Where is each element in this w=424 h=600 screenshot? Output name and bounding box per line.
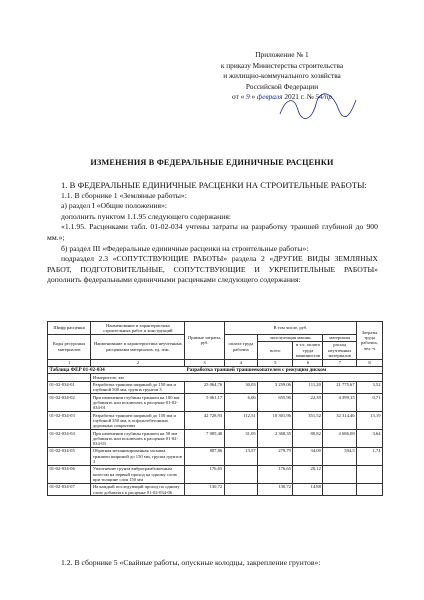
paragraph-3: а) раздел I «Общие положения»: xyxy=(61,201,167,211)
index-cell: 2 xyxy=(91,359,185,366)
index-cell: 4 xyxy=(224,359,257,366)
paragraph-4: дополнить пунктом 1.1.95 следующего содержания: xyxy=(61,211,231,221)
header-materials: материалы xyxy=(323,334,357,341)
row-materials: 32 314,46 xyxy=(323,412,357,430)
row-materials xyxy=(323,465,357,483)
row-workers: 0,71 xyxy=(357,394,383,412)
header-total: всего xyxy=(258,341,293,359)
row-workers: 13,19 xyxy=(357,412,383,430)
row-name: При изменении глубины траншеи на 100 мм добавлять или исключать к расценке 01-02-034-01 xyxy=(91,394,185,412)
table-title: Разработка траншей траншеекопателем с режущим диском xyxy=(185,367,383,374)
row-total: 279,79 xyxy=(258,447,293,465)
date-month: февраля xyxy=(257,92,283,101)
table-row xyxy=(48,447,383,465)
row-name: На каждый последующий проход по одному слою добавлять к расценке 01-02-034-06 xyxy=(91,483,185,496)
table-row xyxy=(48,483,383,496)
unit-empty xyxy=(48,374,91,381)
row-total: 3 259,06 xyxy=(258,381,293,394)
row-materials: 594,5 xyxy=(323,447,357,465)
date-mid: » xyxy=(251,92,256,101)
row-direct: 176,65 xyxy=(185,465,224,483)
row-machinists: 34,00 xyxy=(293,447,323,465)
row-code: 01-02-034-06 xyxy=(48,465,91,483)
paragraph-6: б) раздел III «Федеральные единичные расценки на строительные работы»: xyxy=(61,243,309,253)
appendix-line-2: к приказу Министерства строительства xyxy=(220,60,344,70)
row-workers: 1,74 xyxy=(357,447,383,465)
fer-table xyxy=(47,321,383,496)
paragraph-5: «1.1.95. Расценками табл. 01-02-034 учтены затраты на разработку траншей глубиной до 900 мм.»; xyxy=(47,222,378,242)
row-direct: 887,86 xyxy=(185,447,224,465)
row-code: 01-02-034-01 xyxy=(48,381,91,394)
paragraph-8: 1.2. В сборнике 5 «Свайные работы, опускные колодцы, закрепление грунтов»: xyxy=(61,557,321,567)
row-materials: 21 775,67 xyxy=(323,381,357,394)
row-code: 01-02-034-05 xyxy=(48,447,91,465)
table-row xyxy=(48,394,383,412)
header-including: В том числе, руб. xyxy=(224,322,356,335)
table-row xyxy=(48,381,383,394)
row-code: 01-02-034-03 xyxy=(48,412,91,430)
row-total: 10 301,96 xyxy=(258,412,293,430)
index-cell: 8 xyxy=(357,359,383,366)
index-cell: 1 xyxy=(48,359,91,366)
row-workers xyxy=(357,483,383,496)
row-labor: 30,03 xyxy=(224,381,257,394)
paragraph-1: 1. В ФЕДЕРАЛЬНЫЕ ЕДИНИЧНЫЕ РАСЦЕНКИ НА СТРОИТЕЛЬНЫЕ РАБОТЫ: xyxy=(61,180,367,190)
header-code: Шифр расценки xyxy=(48,322,91,335)
row-machinists: 14,88 xyxy=(293,483,323,496)
row-labor: 31,05 xyxy=(224,430,257,448)
date-number: 54/пр xyxy=(315,92,332,101)
row-machinists: 20,12 xyxy=(293,465,323,483)
table-row xyxy=(48,465,383,483)
row-total: 130,72 xyxy=(258,483,293,496)
date-prefix: от « xyxy=(232,92,245,101)
header-name-res: Наименование и характеристика неучтенных расценками материалов, ед. изм. xyxy=(91,334,185,359)
document-body xyxy=(47,180,378,286)
row-direct: 5 061,17 xyxy=(185,394,224,412)
index-cell: 6 xyxy=(293,359,323,366)
unit-row xyxy=(48,374,383,381)
row-labor: 6,06 xyxy=(224,394,257,412)
index-cell: 7 xyxy=(323,359,357,366)
header-machinists: в т.ч. оплата труда машинистов xyxy=(293,341,323,359)
header-workers: Затраты труда рабочих, чел.-ч xyxy=(357,322,383,360)
table-row xyxy=(48,412,383,430)
table-row xyxy=(48,430,383,448)
row-name: Уплотнение грунта вибротрамбовочным колесом на первый проход на одному слою при толщине слоя 150 мм xyxy=(91,465,185,483)
document-title: ИЗМЕНЕНИЯ В ФЕДЕРАЛЬНЫЕ ЕДИНИЧНЫЕ РАСЦЕНКИ xyxy=(90,158,334,167)
table-title-row xyxy=(48,367,383,374)
row-workers: 3,64 xyxy=(357,430,383,448)
header-labor: оплата труда рабочих xyxy=(224,334,257,359)
row-total: 655,96 xyxy=(258,394,293,412)
row-materials: 4 399,15 xyxy=(323,394,357,412)
appendix-line-4: Российской Федерации xyxy=(245,81,319,91)
row-machinists: 22,39 xyxy=(293,394,323,412)
paragraph-2: 1.1. В сборнике 1 «Земляные работы»: xyxy=(61,190,187,200)
row-materials xyxy=(323,483,357,496)
appendix-line-1: Приложение № 1 xyxy=(255,50,309,59)
signature-stroke xyxy=(272,86,362,126)
header-machine: эксплуатация машин xyxy=(258,334,323,341)
row-labor: 112,51 xyxy=(224,412,257,430)
header-direct: Прямые затраты, руб. xyxy=(185,322,224,360)
row-code: 01-02-034-02 xyxy=(48,394,91,412)
row-materials: 4 686,08 xyxy=(323,430,357,448)
row-machinists: 111,20 xyxy=(293,381,323,394)
index-cell: 5 xyxy=(258,359,293,366)
row-machinists: 80,82 xyxy=(293,430,323,448)
header-name: Наименование и характеристика строительных работ и конструкций xyxy=(91,322,185,335)
row-direct: 130,72 xyxy=(185,483,224,496)
row-workers xyxy=(357,465,383,483)
index-row xyxy=(48,359,383,366)
row-name: При изменении глубины траншеи на 50 мм добавлять или исключать к расценке 01-02-034-03 xyxy=(91,430,185,448)
date-day: 9 xyxy=(246,92,250,101)
row-name: Обратная механизированная засыпка траншеи шириной до 150 мм, группа грунтов 3 xyxy=(91,447,185,465)
row-labor xyxy=(224,483,257,496)
header-mat-sub: расход неучтенных материалов xyxy=(323,341,357,359)
paragraph-7: подраздел 2.3 «СОПУТСТВУЮЩИЕ РАБОТЫ» раздела 2 «ДРУГИЕ ВИДЫ ЗЕМЛЯНЫХ РАБОТ, ПОДГОТОВИТЕЛЬНЫЕ, СОПУТСТВУЮЩИЕ И УКРЕПИТЕЛЬНЫЕ РАБОТЫ» дополнить федеральными единичными расценками следующего содержания: xyxy=(47,254,378,285)
row-direct: 25 064,76 xyxy=(185,381,224,394)
row-code: 01-02-034-07 xyxy=(48,483,91,496)
index-cell: 3 xyxy=(185,359,224,366)
row-machinists: 351,52 xyxy=(293,412,323,430)
appendix-line-3: и жилищно-коммунального хозяйства xyxy=(223,71,341,80)
header-codes-res: Коды ресурсных материалов xyxy=(48,334,91,359)
row-total: 2 368,35 xyxy=(258,430,293,448)
row-labor xyxy=(224,465,257,483)
row-total: 176,65 xyxy=(258,465,293,483)
row-code: 01-02-034-04 xyxy=(48,430,91,448)
row-labor: 13,57 xyxy=(224,447,257,465)
unit-label: Измеритель: км xyxy=(91,374,383,381)
table-code: Таблица ФЕР 01-02-034 xyxy=(48,367,185,374)
row-direct: 42 728,93 xyxy=(185,412,224,430)
date-year: 2021 г. № xyxy=(284,92,314,101)
row-name: Разработка траншеи шириной до 150 мм и глубиной 350 мм, в асфальтобетонных дорожных покрытиях xyxy=(91,412,185,430)
row-direct: 7 085,48 xyxy=(185,430,224,448)
row-name: Разработка траншеи шириной до 150 мм и глубиной 500 мм, группа грунтов 3 xyxy=(91,381,185,394)
row-workers: 3,52 xyxy=(357,381,383,394)
